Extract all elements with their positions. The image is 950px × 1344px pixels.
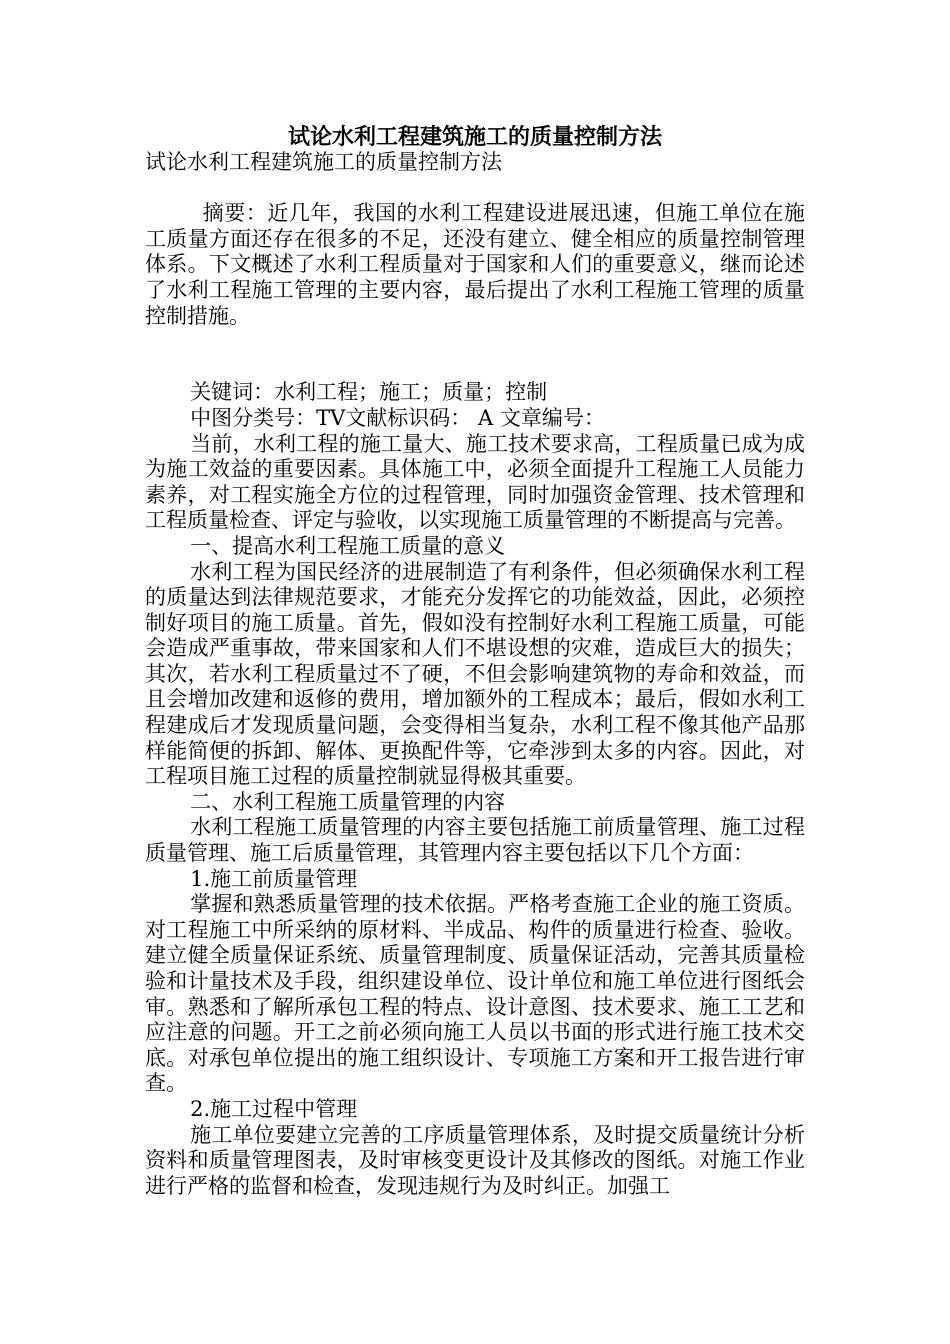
section-heading-1: 一、提高水利工程施工质量的意义 (190, 533, 506, 558)
section-1-paragraph: 水利工程为国民经济的进展制造了有利条件，但必须确保水利工程的质量达到法律规范要求，才能充分发挥它的功能效益，因此，必须控制好项目的施工质量。首先，假如没有控制好水利工程施工质量，可能会造成严重事故，带来国家和人们不堪设想的灾难，造成巨大的损失；其次，若水利工程质量过不了硬，不但会影响建筑物的寿命和效益，而且会增加改建和返修的费用，增加额外的工程成本；最后，假如水利工程建成后才发现质量问题，会变得相当复杂，水利工程不像其他产品那样能简便的拆卸、解体、更换配件等，它牵涉到太多的内容。因此，对工程项目施工过程的质量控制就显得极其重要。 (145, 559, 805, 789)
blank-line (145, 355, 805, 381)
document-title: 试论水利工程建筑施工的质量控制方法 (287, 124, 662, 150)
classification-line: 中图分类号：TV文献标识码： A 文章编号： (190, 405, 605, 430)
subsection-1-paragraph: 掌握和熟悉质量管理的技术依据。严格考查施工企业的施工资质。对工程施工中所采纳的原材料、半成品、构件的质量进行检查、验收。建立健全质量保证系统、质量管理制度、质量保证活动，完善其质量检验和计量技术及手段，组织建设单位、设计单位和施工单位进行图纸会审。熟悉和了解所承包工程的特点、设计意图、技术要求、施工工艺和应注意的问题。开工之前必须向施工人员以书面的形式进行施工技术交底。对承包单位提出的施工组织设计、专项施工方案和开工报告进行审查。 (145, 892, 805, 1096)
document-body (145, 150, 805, 1199)
blank-line (145, 329, 805, 355)
keywords-line: 关键词：水利工程；施工；质量；控制 (190, 380, 548, 405)
subsection-2-paragraph: 施工单位要建立完善的工序质量管理体系，及时提交质量统计分析资料和质量管理图表，及时审核变更设计及其修改的图纸。对施工作业进行严格的监督和检查，发现违规行为及时纠正。加强工 (145, 1122, 805, 1198)
subsection-heading-1: 1.施工前质量管理 (190, 866, 358, 891)
intro-paragraph: 当前，水利工程的施工量大、施工技术要求高，工程质量已成为成为施工效益的重要因素。具体施工中，必须全面提升工程施工人员能力素养，对工程实施全方位的过程管理，同时加强资金管理、技术管理和工程质量检查、评定与验收，以实现施工质量管理的不断提高与完善。 (145, 431, 805, 533)
section-2-paragraph: 水利工程施工质量管理的内容主要包括施工前质量管理、施工过程质量管理、施工后质量管理，其管理内容主要包括以下几个方面： (145, 815, 805, 866)
blank-line (145, 176, 805, 202)
section-heading-2: 二、水利工程施工质量管理的内容 (190, 789, 506, 814)
document-subtitle: 试论水利工程建筑施工的质量控制方法 (145, 150, 502, 174)
subsection-heading-2: 2.施工过程中管理 (190, 1096, 358, 1121)
abstract-paragraph: 摘要：近几年，我国的水利工程建设进展迅速，但施工单位在施工质量方面还存在很多的不足，还没有建立、健全相应的质量控制管理体系。下文概述了水利工程质量对于国家和人们的重要意义，继而论述了水利工程施工管理的主要内容，最后提出了水利工程施工管理的质量控制措施。 (145, 201, 805, 328)
